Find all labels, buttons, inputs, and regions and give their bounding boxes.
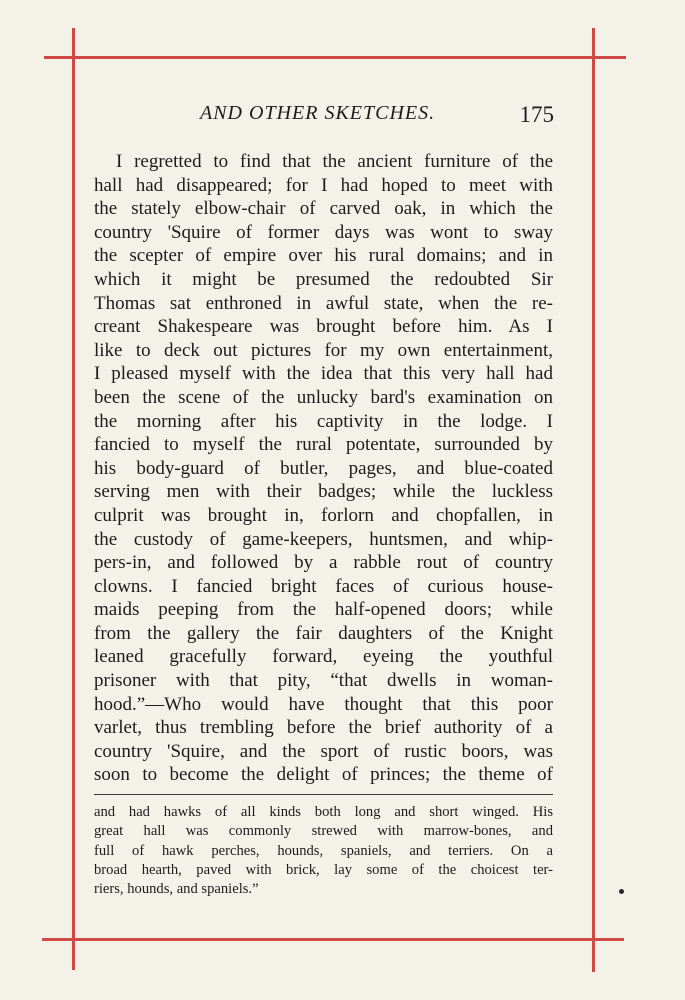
footnote-divider (94, 794, 553, 795)
running-head (96, 102, 556, 132)
body-line: soon to become the delight of princes; the theme of (94, 764, 553, 786)
footnote-line: riers, hounds, and spaniels.” (94, 881, 259, 898)
body-line: hood.”—Who would have thought that this poor (94, 693, 553, 715)
body-line: like to deck out pictures for my own entertainment, (94, 339, 553, 361)
body-line: pers-in, and followed by a rabble rout of country (94, 552, 553, 574)
body-line: I regretted to find that the ancient furniture of the (116, 151, 553, 172)
border-rule-left (72, 28, 75, 970)
body-line: varlet, thus trembling before the brief authority of a (94, 717, 553, 739)
body-line: I pleased myself with the idea that this very hall had (94, 363, 553, 385)
body-line: the custody of game-keepers, huntsmen, and whip- (94, 528, 553, 550)
footnote-line: great hall was commonly strewed with marrow-bones, and (94, 823, 553, 840)
body-line: Thomas sat enthroned in awful state, when the re- (94, 292, 553, 314)
body-line: his body-guard of butler, pages, and blue-coated (94, 457, 553, 479)
body-line: creant Shakespeare was brought before him. As I (94, 316, 553, 338)
body-line: country 'Squire, and the sport of rustic boors, was (94, 740, 553, 762)
body-line: been the scene of the unlucky bard's examination on (94, 386, 553, 408)
body-text (94, 150, 553, 787)
body-line: prisoner with that pity, “that dwells in woman- (94, 670, 553, 692)
footnote (94, 803, 553, 899)
border-rule-top (44, 56, 626, 59)
body-line: clowns. I fancied bright faces of curious house- (94, 575, 553, 597)
running-title: AND OTHER SKETCHES. (200, 102, 436, 124)
body-line: which it might be presumed the redoubted Sir (94, 268, 553, 290)
ink-speck (619, 889, 624, 894)
body-line: the morning after his captivity in the lodge. I (94, 410, 553, 432)
page-number: 175 (519, 102, 554, 127)
footnote-line: broad hearth, paved with brick, lay some of the choicest ter- (94, 861, 553, 878)
body-line: country 'Squire of former days was wont to sway (94, 221, 553, 243)
body-line: the stately elbow-chair of carved oak, in which the (94, 198, 553, 220)
footnote-line: full of hawk perches, hounds, spaniels, and terriers. On a (94, 842, 553, 859)
border-rule-right (592, 28, 595, 972)
body-line: culprit was brought in, forlorn and chopfallen, in (94, 504, 553, 526)
body-line: from the gallery the fair daughters of the Knight (94, 622, 553, 644)
border-rule-bottom (42, 938, 624, 941)
body-line: hall had disappeared; for I had hoped to meet with (94, 174, 553, 196)
body-line: serving men with their badges; while the luckless (94, 481, 553, 503)
body-line: maids peeping from the half-opened doors; while (94, 599, 553, 621)
body-line: fancied to myself the rural potentate, surrounded by (94, 434, 553, 456)
body-line: the scepter of empire over his rural domains; and in (94, 245, 553, 267)
footnote-line: and had hawks of all kinds both long and short winged. His (94, 804, 553, 820)
body-line: leaned gracefully forward, eyeing the youthful (94, 646, 553, 668)
